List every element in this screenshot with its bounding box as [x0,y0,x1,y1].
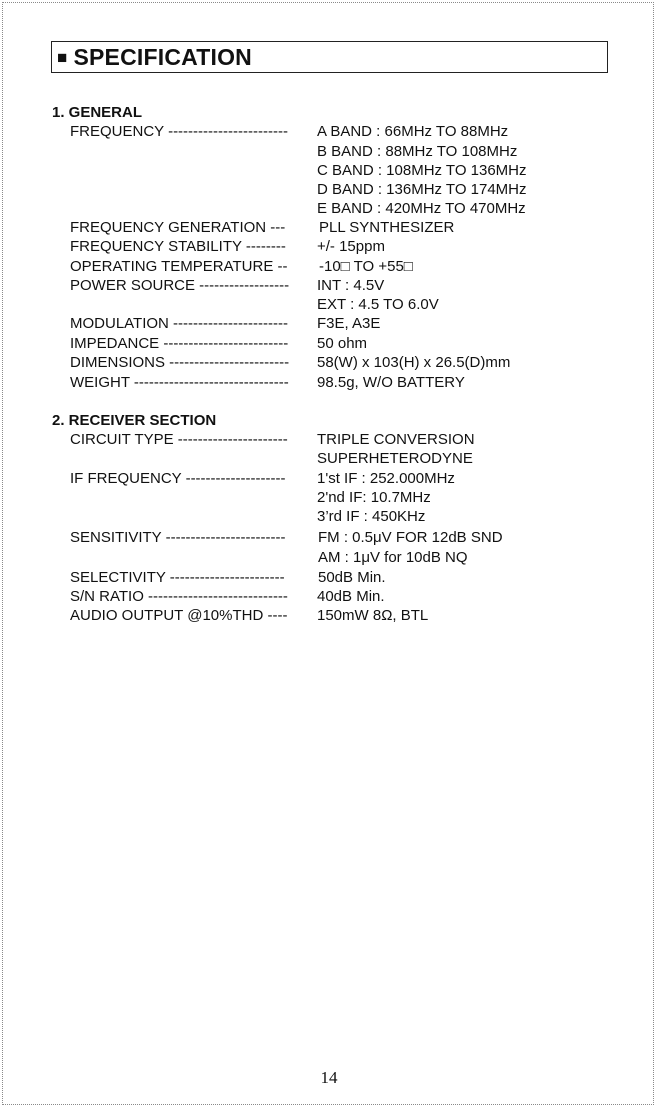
spec-label: AUDIO OUTPUT @10%THD ---- [70,607,288,624]
spec-continuation-superheterodyne: SUPERHETERODYNE [317,450,473,467]
spec-value: A BAND : 66MHz TO 88MHz [317,123,509,140]
spec-value: 58(W) x 103(H) x 26.5(D)mm [317,354,511,371]
spec-value: 40dB Min. [317,588,385,605]
section-heading-general: 1. GENERAL [52,104,143,121]
page-title [51,41,608,73]
spec-value: TRIPLE CONVERSION [317,431,475,448]
spec-value: 50dB Min. [318,569,386,586]
spec-label: IF FREQUENCY -------------------- [70,470,286,487]
spec-label: S/N RATIO ---------------------------- [70,588,288,605]
spec-label: WEIGHT ------------------------------- [70,374,289,391]
spec-continuation-d-band: D BAND : 136MHz TO 174MHz [317,181,527,198]
spec-value: +/- 15ppm [317,238,385,255]
spec-label: SELECTIVITY ----------------------- [70,569,285,586]
spec-value: 98.5g, W/O BATTERY [317,374,465,391]
spec-label: MODULATION ----------------------- [70,315,288,332]
spec-continuation-e-band: E BAND : 420MHz TO 470MHz [317,200,526,217]
spec-value: -10□ TO +55□ [319,258,413,275]
spec-label: CIRCUIT TYPE ---------------------- [70,431,288,448]
spec-label: SENSITIVITY ------------------------ [70,529,286,546]
section-heading-receiver: 2. RECEIVER SECTION [52,412,217,429]
square-bullet-icon: ■ [57,48,68,67]
spec-value: INT : 4.5V [317,277,385,294]
spec-continuation-2nd-if: 2'nd IF: 10.7MHz [317,489,431,506]
spec-value: 1'st IF : 252.000MHz [317,470,455,487]
spec-continuation-c-band: C BAND : 108MHz TO 136MHz [317,162,527,179]
spec-value: 150mW 8Ω, BTL [317,607,429,624]
spec-label: FREQUENCY ------------------------ [70,123,288,140]
spec-label: POWER SOURCE ------------------ [70,277,290,294]
spec-label: IMPEDANCE ------------------------- [70,335,289,352]
spec-continuation-ext: EXT : 4.5 TO 6.0V [317,296,439,313]
spec-label: DIMENSIONS ------------------------ [70,354,290,371]
spec-continuation-am: AM : 1μV for 10dB NQ [318,549,468,566]
spec-label: OPERATING TEMPERATURE -- [70,258,288,275]
page-title-text: SPECIFICATION [73,43,252,70]
spec-value: 50 ohm [317,335,368,352]
spec-continuation-3rd-if: 3’rd IF : 450KHz [317,508,426,525]
spec-continuation-b-band: B BAND : 88MHz TO 108MHz [317,143,518,160]
spec-value: FM : 0.5μV FOR 12dB SND [318,529,503,546]
spec-label: FREQUENCY STABILITY -------- [70,238,286,255]
spec-value: F3E, A3E [317,315,381,332]
spec-value: PLL SYNTHESIZER [319,219,455,236]
page-number: 14 [320,1068,338,1087]
spec-label: FREQUENCY GENERATION --- [70,219,286,236]
